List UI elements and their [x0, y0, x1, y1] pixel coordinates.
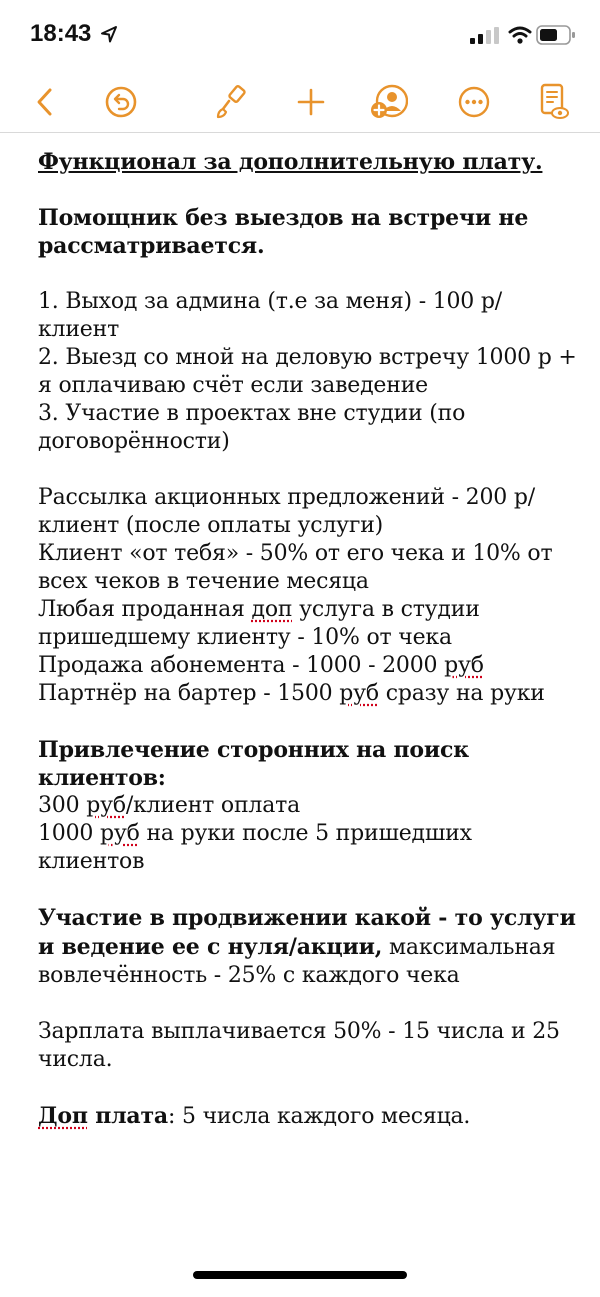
paintbrush-icon: [214, 84, 250, 120]
status-bar: [0, 0, 600, 70]
list-item: 2. Выезд со мной на деловую встречу 1000 р + я оплачиваю счёт если заведение: [38, 345, 577, 398]
text-span: 1000: [38, 821, 100, 846]
text-span: Продажа абонемента - 1000 - 2000: [38, 653, 445, 678]
document-body[interactable]: [38, 148, 578, 1131]
promotion-heading: Участие в продвижении какой - то услуги и ведение ее с нуля/акции,: [38, 905, 576, 960]
misspelled-word: руб: [444, 653, 484, 678]
add-person-icon: [370, 84, 408, 120]
wifi-icon: [508, 25, 532, 45]
document-view-button[interactable]: [534, 82, 574, 122]
add-button[interactable]: [291, 82, 331, 122]
extra-pay-label: плата: [87, 1103, 168, 1129]
list-item: 1. Выход за админа (т.е за меня) - 100 р/клиент: [38, 289, 502, 342]
more-button[interactable]: [454, 82, 494, 122]
list-item: 3. Участие в проектах вне студии (по договорённости): [38, 401, 466, 454]
mailing-rate: Рассылка акционных предложений - 200 р/клиент (после оплаты услуги): [38, 485, 535, 538]
outsiders-heading: Привлечение сторонних на поиск клиентов:: [38, 737, 469, 791]
signal-icon: [470, 27, 500, 45]
text-span: Партнёр на бартер - 1500: [38, 681, 340, 706]
subscription-rate: [38, 652, 578, 680]
outsiders-bonus: [38, 820, 578, 876]
more-dots-icon: [457, 85, 491, 119]
text-span: : 5 числа каждого месяца.: [167, 1104, 471, 1129]
back-button[interactable]: [25, 82, 65, 122]
barter-rate: [38, 680, 578, 708]
chevron-left-icon: [33, 86, 57, 118]
extra-pay-text: [38, 1102, 578, 1131]
undo-icon: [104, 85, 138, 119]
assistant-note: Помощник без выездов на встречи не рассматривается.: [38, 205, 529, 259]
document-heading: Функционал за дополнительную плату.: [38, 149, 543, 175]
misspelled-word: руб: [339, 681, 379, 706]
document-eye-icon: [538, 83, 570, 121]
promotion-text: максимальная вовлечённость - 25% с каждого чека: [38, 935, 556, 988]
referral-rate: Клиент «от тебя» - 50% от его чека и 10% от всех чеков в течение месяца: [38, 541, 553, 594]
text-span: на руки после 5 пришедших клиентов: [38, 821, 472, 874]
misspelled-word: Доп: [38, 1103, 88, 1129]
plus-icon: [296, 87, 326, 117]
editor-toolbar: [0, 70, 600, 133]
outsiders-rate: [38, 792, 578, 820]
format-brush-button[interactable]: [212, 82, 252, 122]
collaborate-button[interactable]: [369, 82, 409, 122]
promotion-paragraph: [38, 904, 578, 990]
text-span: Любая проданная: [38, 597, 252, 622]
salary-text: Зарплата выплачивается 50% - 15 числа и 25 числа.: [38, 1019, 560, 1072]
undo-button[interactable]: [101, 82, 141, 122]
text-span: 300: [38, 793, 87, 818]
battery-icon: [536, 25, 576, 45]
text-span: сразу на руки: [378, 681, 545, 706]
location-arrow-icon: [100, 25, 118, 43]
text-span: услуга в студии пришедшему клиенту - 10% от чека: [38, 597, 480, 650]
misspelled-word: руб: [86, 793, 126, 818]
home-indicator[interactable]: [193, 1271, 407, 1279]
text-span: /клиент оплата: [125, 793, 301, 818]
misspelled-word: доп: [251, 597, 293, 622]
status-time: 18:43: [30, 20, 92, 47]
extra-service-rate: [38, 596, 578, 652]
misspelled-word: руб: [99, 821, 140, 846]
